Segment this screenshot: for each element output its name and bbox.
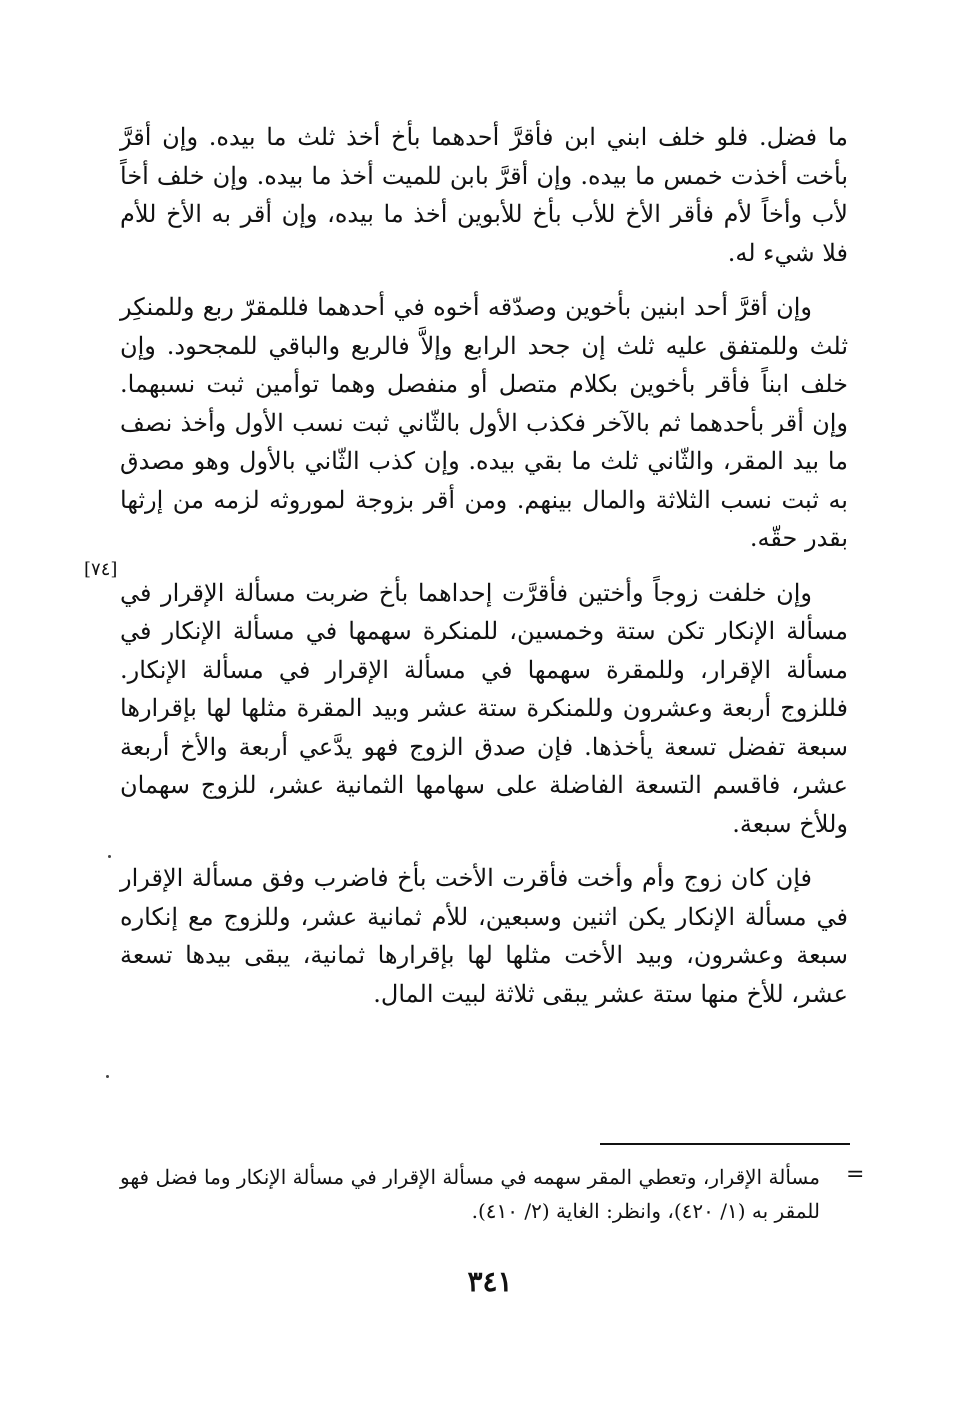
paragraph-1: ما فضل. فلو خلف ابني ابن فأقرَّ أحدهما بأخ أخذ ثلث ما بيده. وإن أقرَّ بأخت أخذت خمس ما بيده. وإن أقرَّ بابن للميت أخذ ما بيده. وإن خلف أخاً لأب وأخاً لأم فأقر الأخ للأب بأخ للأبوين أخذ ما بيده، وإن أقر به الأخ للأم فلا شيء له. [120,123,849,267]
footnote-continuation-mark: = [846,1162,865,1187]
scan-speck [106,1075,109,1078]
footnote-text: مسألة الإقرار، وتعطي المقر سهمه في مسألة الإقرار في مسألة الإنكار وما فضل فهو للمقر به (١/ ٤٢٠)، وانظر: الغاية (٢/ ٤١٠). [120,1165,820,1223]
scan-speck [108,855,111,858]
paragraph-3: وإن خلفت زوجاً وأختين فأقرَّت إحداهما بأخ ضربت مسألة الإقرار في مسألة الإنكار تكن ستة وخمسين، للمنكرة سهمها في مسألة الإنكار في مسألة الإقرار، وللمقرة سهمها في مسألة الإقرار في مسألة الإنكار. فللزوج أربعة وعشرون وللمنكرة ستة عشر وبيد المقرة مثلها لها بإقرارها سبعة تفضل تسعة يأخذها. فإن صدق الزوج فهو يدَّعي أربعة والأخ أربعة عشر، فاقسم التسعة الفاضلة على سهامها الثمانية عشر، للزوج سهمان وللأخ سبعة. [120,578,848,838]
paragraph-4: فإن كان زوج وأم وأخت فأقرت الأخت بأخ فاضرب وفق مسألة الإقرار في مسألة الإنكار يكن اثنين وسبعين، للأم ثمانية عشر، وللزوج مع إنكاره سبعة وعشرون، وبيد الأخت مثلها لها بإقرارها ثمانية، يبقى بيدها تسعة عشر، للأخ منها ستة عشر يبقى ثلاثة لبيت المال. [120,864,848,1008]
footnote-separator [600,1143,850,1145]
paragraph-2: وإن أقرَّ أحد ابنين بأخوين وصدّقه أخوه في أحدهما فللمقرّ ربع وللمنكِر ثلث وللمتفق عليه ثلث إن جحد الرابع وإلاَّ فالربع والباقي للمجحود. وإن خلف ابناً فأقر بأخوين بكلام متصل أو منفصل وهما توأمين ثبت نسبهما. وإن أقر بأحدهما ثم بالآخر فكذب الأول بالثّاني ثبت نسب الأول وأخذ نصف ما بيد المقر، والثّاني ثلث ما بقي بيده. وإن كذب الثّاني بالأول وهو مصدق به ثبت نسب الثلاثة والمال بينهم. ومن أقر بزوجة لموروثه لزمه من إرثها بقدر حقّه. [120,293,848,552]
main-text [120,118,848,1029]
page-number: ٣٤١ [467,1265,513,1298]
margin-folio-marker: [٧٤] [84,559,118,580]
